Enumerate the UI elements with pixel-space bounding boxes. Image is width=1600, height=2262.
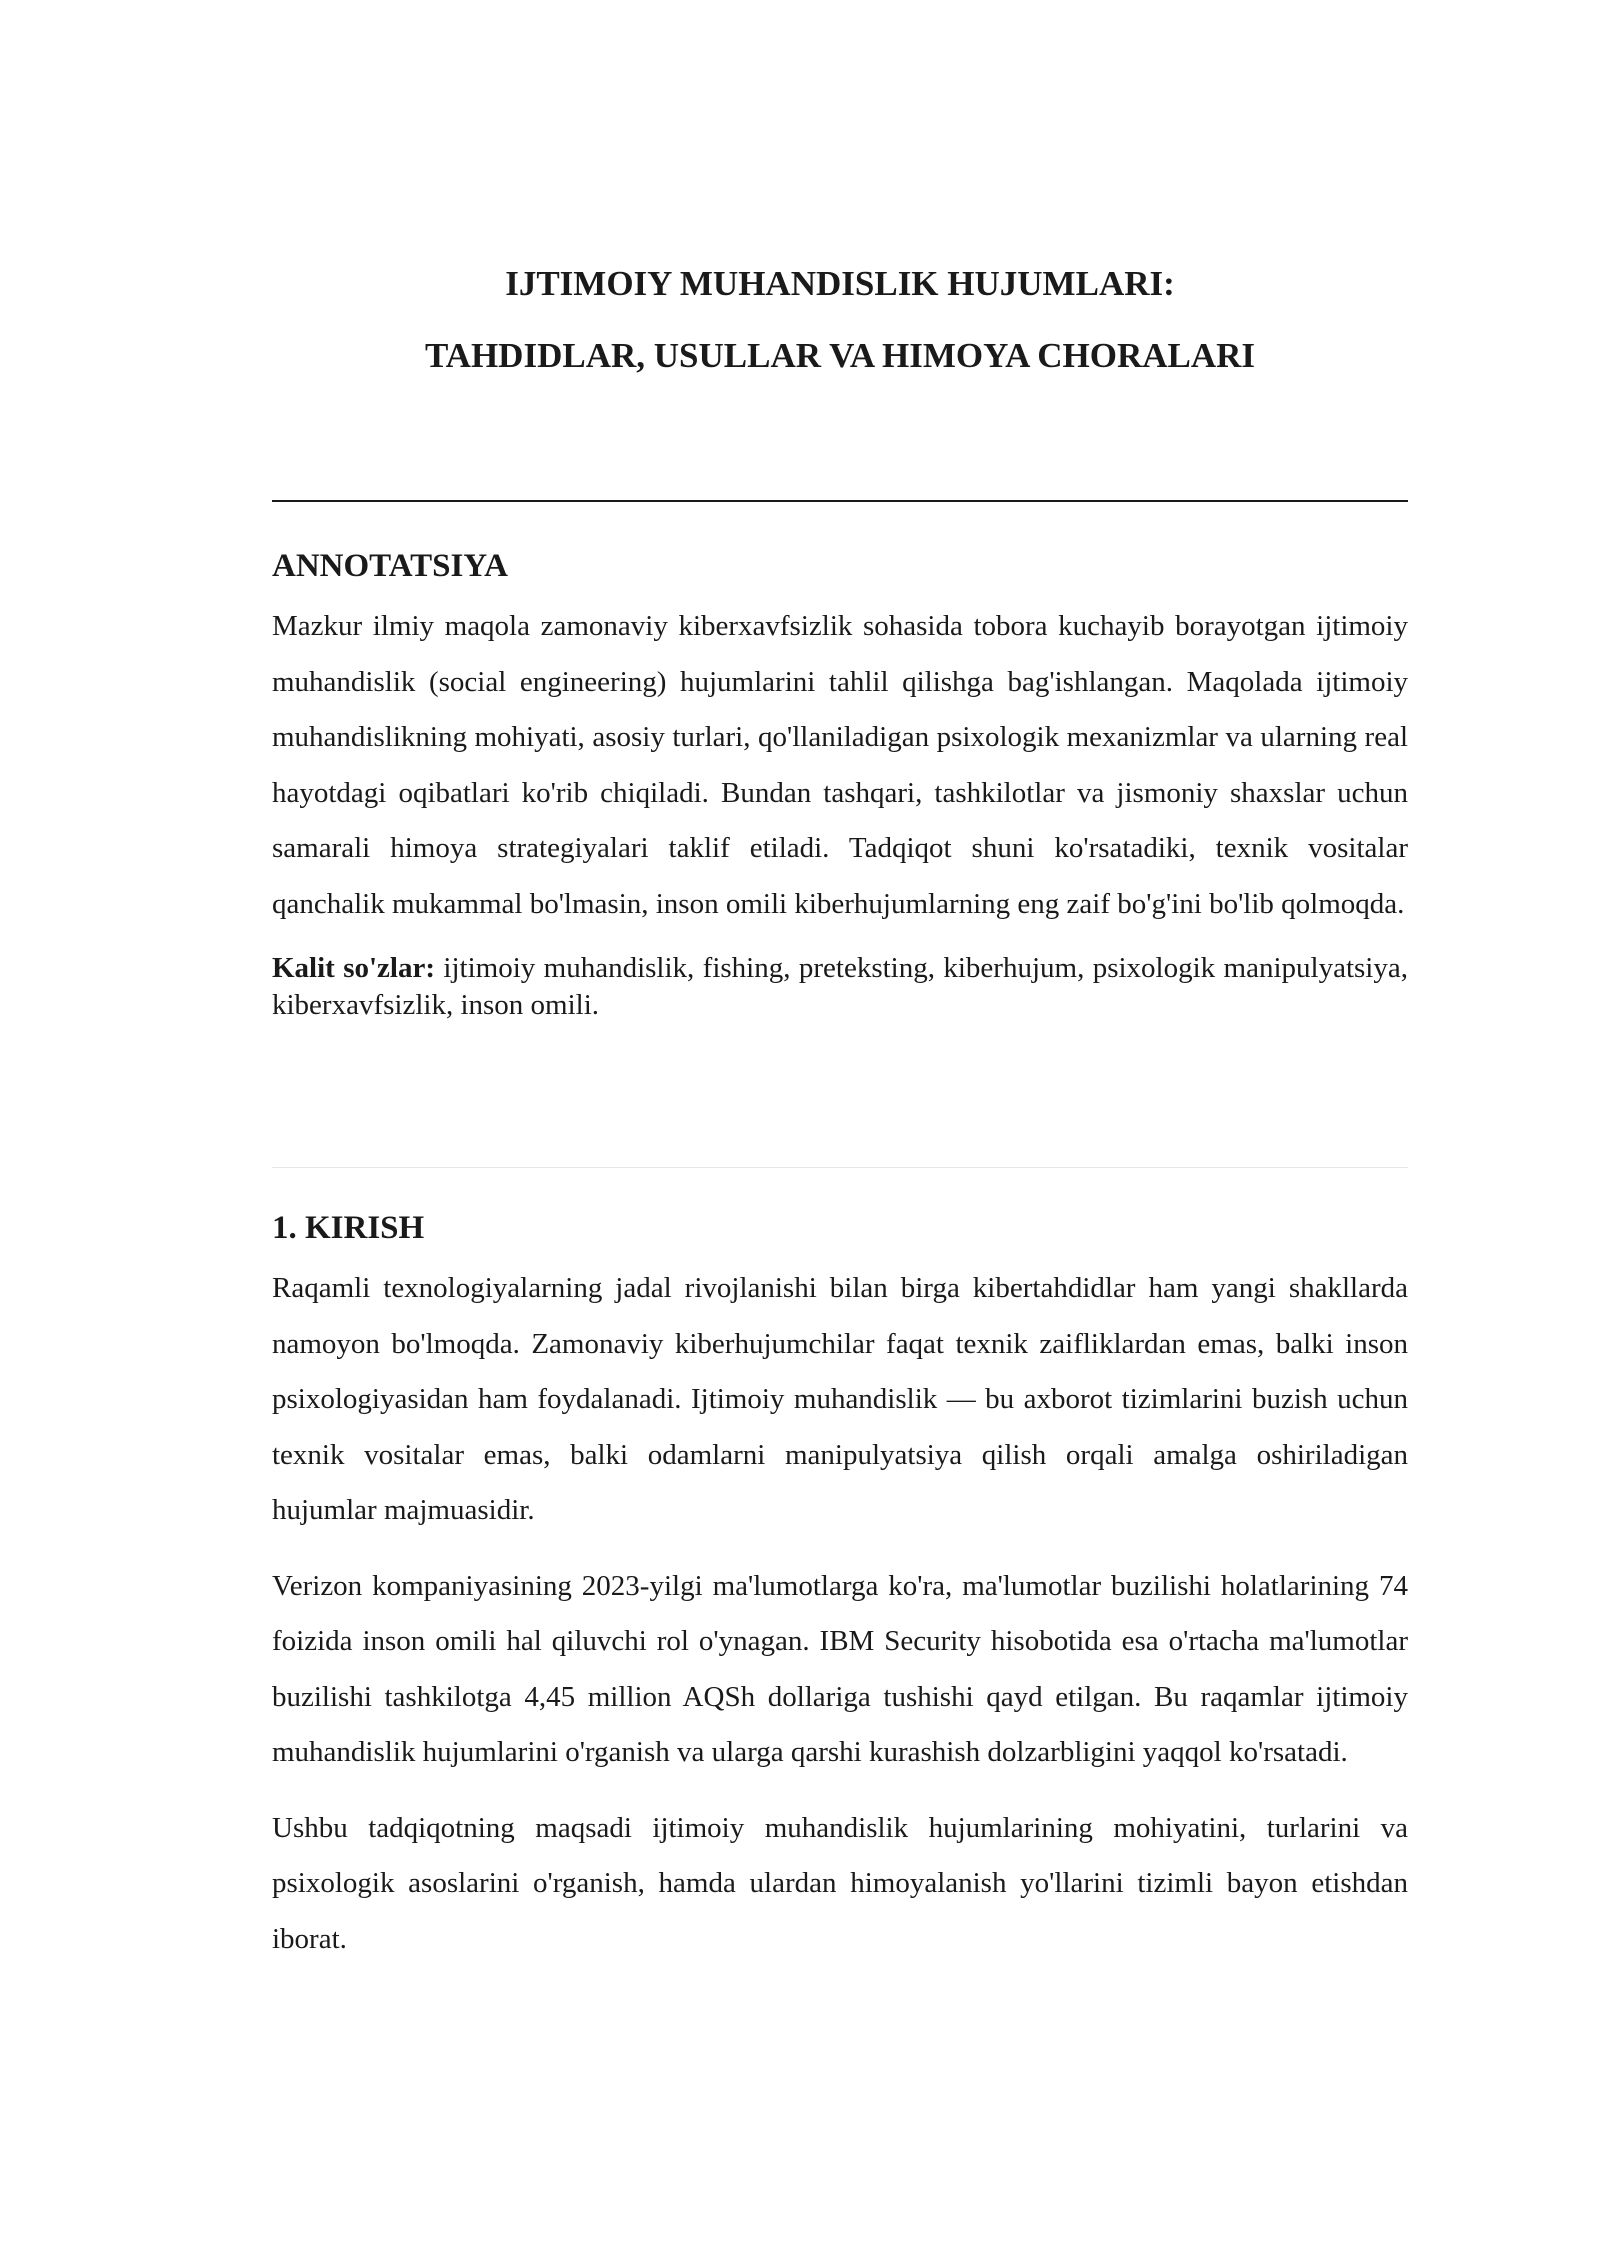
- title-line-2: TAHDIDLAR, USULLAR VA HIMOYA CHORALARI: [424, 336, 1256, 375]
- keywords-label: Kalit so'zlar:: [272, 952, 436, 984]
- keywords: [272, 950, 1408, 1024]
- intro-paragraph-3: Ushbu tadqiqotning maqsadi ijtimoiy muhandislik hujumlarining mohiyatini, turlarini va psixologik asoslarini o'rganish, hamda ulardan himoyalanish yo'llarini tizimli bayon etishdan iborat.: [272, 1811, 1408, 1955]
- abstract-section: [272, 544, 1408, 1024]
- abstract-text: Mazkur ilmiy maqola zamonaviy kiberxavfsizlik sohasida tobora kuchayib borayotgan ijtimoiy muhandislik (social engineering) hujumlarini tahlil qilishga bag'ishlangan. Maqolada ijtimoiy muhandislikning mohiyati, asosiy turlari, qo'llaniladigan psixologik mexanizmlar va ularning real hayotdagi oqibatlari ko'rib chiqiladi. Bundan tashqari, tashkilotlar va jismoniy shaxslar uchun samarali himoya strategiyalari taklif etiladi. Tadqiqot shuni ko'rsatadiki, texnik vositalar qanchalik mukammal bo'lmasin, inson omili kiberhujumlarning eng zaif bo'g'ini bo'lib qolmoqda.: [272, 610, 1408, 920]
- title-line-1: IJTIMOIY MUHANDISLIK HUJUMLARI:: [505, 264, 1175, 303]
- paper-title: [272, 248, 1408, 392]
- intro-heading: 1. KIRISH: [272, 1210, 425, 1246]
- intro-paragraph-1: Raqamli texnologiyalarning jadal rivojlanishi bilan birga kibertahdidlar ham yangi shakllarda namoyon bo'lmoqda. Zamonaviy kiberhujumchilar faqat texnik zaifliklardan emas, balki inson psixologiyasidan ham foydalanadi. Ijtimoiy muhandislik — bu axborot tizimlarini buzish uchun texnik vositalar emas, balki odamlarni manipulyatsiya qilish orqali amalga oshiriladigan hujumlar majmuasidir.: [272, 1272, 1408, 1526]
- intro-paragraph-2: Verizon kompaniyasining 2023-yilgi ma'lumotlarga ko'ra, ma'lumotlar buzilishi holatlarining 74 foizida inson omili hal qiluvchi rol o'ynagan. IBM Security hisobotida esa o'rtacha ma'lumotlar buzilishi tashkilotga 4,45 million AQSh dollariga tushishi qayd etilgan. Bu raqamlar ijtimoiy muhandislik hujumlarini o'rganish va ularga qarshi kurashish dolzarbligini yaqqol ko'rsatadi.: [272, 1569, 1408, 1768]
- abstract-heading: ANNOTATSIYA: [272, 548, 508, 584]
- section-divider: [272, 1167, 1408, 1168]
- intro-section: [272, 1206, 1408, 1967]
- title-divider: [272, 500, 1408, 502]
- keywords-text: ijtimoiy muhandislik, fishing, preteksting, kiberhujum, psixologik manipulyatsiya, kiberxavfsizlik, inson omili.: [272, 952, 1408, 1021]
